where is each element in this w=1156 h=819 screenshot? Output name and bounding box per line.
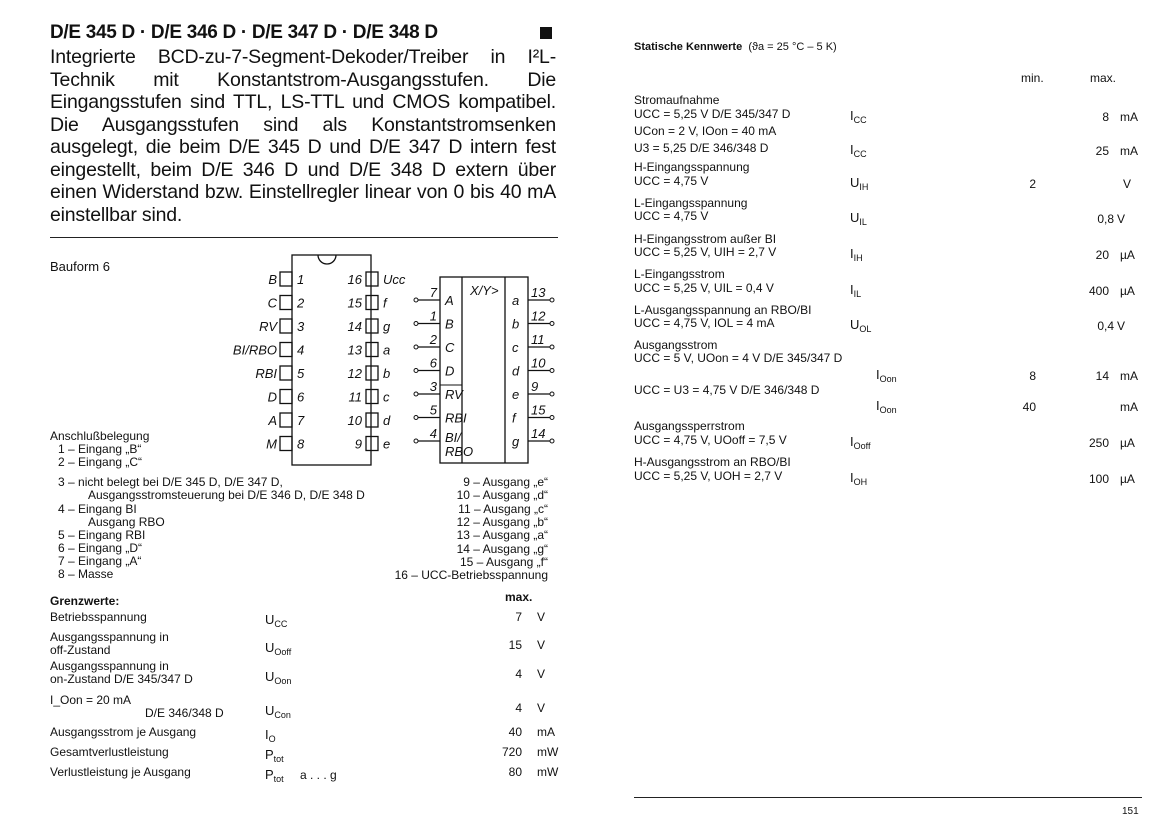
output-name: a <box>512 293 520 308</box>
input-name: RBI <box>445 410 467 426</box>
row-label: Stromaufnahme <box>634 93 720 107</box>
input-terminal-icon <box>414 298 418 302</box>
row-label: UCC = 4,75 V <box>634 174 709 188</box>
package-label: Bauform 6 <box>50 259 110 274</box>
symbol-main: P <box>265 767 274 782</box>
pinout-item: 4 – Eingang BI <box>58 502 137 516</box>
pin-number: 15 <box>347 295 362 311</box>
limit-label: Ausgangsspannung in <box>50 659 169 673</box>
symbol-subscript: tot <box>273 754 284 764</box>
pin-pad <box>280 366 292 380</box>
pin-name: C <box>267 295 277 311</box>
symbol-subscript: Oon <box>879 405 897 415</box>
limit-label: Verlustleistung je Ausgang <box>50 765 191 779</box>
pin-diagram <box>0 0 600 480</box>
pin-name: c <box>383 389 390 405</box>
row-label: H-Ausgangsstrom an RBO/BI <box>634 455 791 469</box>
pin-number: 16 <box>347 272 362 287</box>
limit-label: D/E 346/348 D <box>145 706 224 720</box>
input-pin-number: 7 <box>429 285 437 300</box>
pin-name: d <box>383 413 391 428</box>
symbol-subscript: IL <box>853 289 862 299</box>
row-unit: V <box>1123 177 1132 191</box>
limit-max: 4 <box>515 701 522 715</box>
limit-unit: V <box>537 610 546 624</box>
row-max: 250 <box>1088 436 1109 450</box>
limit-label: Gesamtverlustleistung <box>50 745 169 759</box>
pin-name: BI/RBO <box>232 342 277 358</box>
pin-number: 2 <box>297 295 305 311</box>
symbol-main: I <box>850 470 854 485</box>
input-pin-number: 4 <box>429 426 437 441</box>
row-unit: µA <box>1120 284 1135 298</box>
symbol-main: I <box>876 398 880 413</box>
output-pin-number: 14 <box>531 426 546 441</box>
output-terminal-icon <box>550 298 554 302</box>
output-terminal-icon <box>550 392 554 396</box>
symbol <box>850 435 870 451</box>
pin-number: 14 <box>347 319 362 334</box>
intro-paragraph: Integrierte BCD-zu-7-Segment-Dekoder/Treiber in I²L-Technik mit Konstantstrom-Ausgangsstufen. Die Eingangsstufen sind TTL, LS-TTL und CMOS kompatibel. Die Ausgangsstufen sind als Konstantstromsenken ausgelegt, die beim D/E 345 D und D/E 347 D intern fest eingestellt, beim D/E 346 D und D/E 348 D extern über einen Widerstand bzw. Einstellregler linear von 0 bis 40 mA einstellbar sind. <box>50 46 556 226</box>
symbol-main: P <box>265 747 274 762</box>
limit-max: 80 <box>508 765 522 779</box>
row-label: UCC = 4,75 V, UOoff = 7,5 V <box>634 433 787 447</box>
limit-symbol-extra: a . . . g <box>300 768 337 782</box>
limits-heading: Grenzwerte: <box>50 594 120 608</box>
pinout-item: 15 – Ausgang „f“ <box>459 554 548 569</box>
limit-label: on-Zustand D/E 345/347 D <box>50 672 193 686</box>
pin-pad <box>280 437 292 451</box>
pin-pad <box>280 296 292 310</box>
pinout-item: 14 – Ausgang „g“ <box>456 541 548 556</box>
input-pin-number: 2 <box>429 332 437 347</box>
input-name: BI/ <box>445 430 461 445</box>
symbol <box>265 728 276 744</box>
output-pin-number: 13 <box>531 285 546 300</box>
pinout-item: Ausgangsstromsteuerung bei D/E 346 D, D/E 348 D <box>88 488 365 502</box>
pin-name: B <box>268 272 277 287</box>
symbol-main: I <box>850 108 854 123</box>
pin-pad <box>280 390 292 404</box>
symbol-main: U <box>265 640 275 655</box>
row-label: L-Ausgangsspannung an RBO/BI <box>634 303 812 317</box>
limit-label: Ausgangsstrom je Ausgang <box>50 725 197 739</box>
output-terminal-icon <box>550 345 554 349</box>
symbol <box>876 399 897 415</box>
symbol <box>265 768 284 784</box>
pin-number: 11 <box>348 389 362 405</box>
input-pin-number: 3 <box>429 379 437 394</box>
limit-unit: mW <box>537 765 559 779</box>
output-pin-number: 9 <box>531 379 539 394</box>
page-number: 151 <box>1122 806 1139 817</box>
pinout-item: 1 – Eingang „B“ <box>58 442 142 456</box>
row-label: Ausgangsstrom <box>634 338 718 352</box>
heading-text: Statische Kennwerte <box>634 41 743 53</box>
logic-function: X/Y> <box>470 283 499 298</box>
row-unit: V <box>1117 212 1126 226</box>
row-min: 40 <box>1022 400 1036 414</box>
pin-pad <box>366 390 378 404</box>
row-label: Ausgangssperrstrom <box>634 419 745 433</box>
pin-number: 7 <box>297 413 305 428</box>
input-terminal-icon <box>414 369 418 373</box>
pinout-item: 8 – Masse <box>58 567 114 581</box>
static-values-heading <box>634 41 837 54</box>
pin-number: 1 <box>297 272 305 287</box>
row-label: UCC = 5,25 V, UOH = 2,7 V <box>634 469 783 483</box>
row-unit: mA <box>1120 110 1138 124</box>
limit-unit: mW <box>537 745 559 759</box>
symbol-main: I <box>850 434 854 449</box>
limit-max: 720 <box>501 745 522 759</box>
symbol-subscript: CC <box>274 619 288 629</box>
pin-name: b <box>383 366 391 381</box>
symbol-main: U <box>850 317 860 332</box>
symbol-main: U <box>265 703 275 718</box>
limit-max: 4 <box>515 667 522 681</box>
pinout-item: 9 – Ausgang „e“ <box>463 475 548 489</box>
symbol <box>876 368 897 384</box>
output-name: g <box>512 434 520 449</box>
pin-name: RBI <box>255 366 277 381</box>
row-max: 8 <box>1102 110 1109 124</box>
row-min: 2 <box>1029 177 1036 191</box>
input-terminal-icon <box>414 392 418 396</box>
symbol <box>850 211 867 227</box>
input-pin-number: 5 <box>429 402 437 418</box>
input-name: B <box>445 316 454 332</box>
output-name: f <box>512 410 516 426</box>
row-label: UCon = 2 V, IOon = 40 mA <box>634 124 777 138</box>
symbol <box>850 176 868 192</box>
col-min-header: min. <box>1021 71 1044 85</box>
symbol-main: U <box>265 669 275 684</box>
symbol-subscript: OL <box>859 324 872 334</box>
divider <box>634 797 1142 798</box>
row-label: UCC = 5,25 V, UIH = 2,7 V <box>634 245 777 259</box>
pinout-item: 7 – Eingang „A“ <box>58 554 142 568</box>
symbol-main: U <box>850 210 860 225</box>
row-label: UCC = 4,75 V <box>634 209 709 223</box>
output-terminal-icon <box>550 322 554 326</box>
row-label: U3 = 5,25 D/E 346/348 D <box>634 141 769 155</box>
symbol-subscript: CC <box>853 115 867 125</box>
pin-name: Ucc <box>383 272 406 287</box>
symbol-subscript: Oon <box>274 676 292 686</box>
limit-label: I_Oon = 20 mA <box>50 693 132 707</box>
pinout-item: 16 – UCC-Betriebsspannung <box>394 568 548 583</box>
row-max: 100 <box>1088 472 1109 486</box>
pin-number: 4 <box>297 342 305 358</box>
output-pin-number: 12 <box>531 308 546 324</box>
output-pin-number: 11 <box>531 332 545 347</box>
row-unit: µA <box>1120 248 1135 262</box>
ic-notch <box>318 255 336 264</box>
row-label: H-Eingangsspannung <box>634 160 750 174</box>
pinout-item: 10 – Ausgang „d“ <box>456 488 548 503</box>
pinout-item: Ausgang RBO <box>88 515 165 529</box>
input-terminal-icon <box>414 322 418 326</box>
symbol-subscript: O <box>268 734 276 744</box>
row-unit: V <box>1117 319 1126 333</box>
row-label: L-Eingangsspannung <box>634 196 748 210</box>
symbol <box>850 318 871 334</box>
symbol <box>850 283 861 299</box>
limits-max-header: max. <box>505 590 533 604</box>
input-name: C <box>445 340 455 355</box>
pin-name: A <box>268 413 277 428</box>
symbol <box>850 109 867 125</box>
heading-condition: (ϑa = 25 °C – 5 K) <box>748 41 837 53</box>
input-name: D <box>445 363 455 379</box>
symbol-subscript: Ooff <box>274 647 292 657</box>
row-label: H-Eingangsstrom außer BI <box>634 232 777 246</box>
pinout-item: 5 – Eingang RBI <box>58 528 146 542</box>
row-unit: mA <box>1120 400 1138 414</box>
input-name: RV <box>445 387 463 402</box>
pinout-item: 6 – Eingang „D“ <box>58 541 143 555</box>
pinout-item: 13 – Ausgang „a“ <box>456 528 548 543</box>
row-unit: µA <box>1120 472 1135 486</box>
output-name: c <box>512 340 519 355</box>
pin-number: 5 <box>297 366 305 381</box>
symbol-main: U <box>850 175 860 190</box>
pin-name: a <box>383 342 391 358</box>
pin-name: e <box>383 436 391 452</box>
limit-max: 15 <box>508 638 522 652</box>
input-terminal-icon <box>414 345 418 349</box>
row-label: UCC = U3 = 4,75 V D/E 346/348 D <box>634 383 820 397</box>
pin-number: 3 <box>297 319 305 334</box>
output-pin-number: 15 <box>531 402 546 418</box>
pin-number: 10 <box>347 413 362 428</box>
pin-name: M <box>266 436 277 452</box>
symbol-main: I <box>876 367 880 382</box>
row-max: 0,8 <box>1097 212 1114 226</box>
output-pin-number: 10 <box>531 355 546 371</box>
pin-number: 12 <box>347 366 362 381</box>
symbol <box>265 670 291 686</box>
input-name: RBO <box>445 444 474 459</box>
symbol-main: I <box>265 727 269 742</box>
output-terminal-icon <box>550 439 554 443</box>
pin-name: g <box>383 319 391 334</box>
row-min: 8 <box>1029 369 1036 383</box>
limit-unit: V <box>537 701 546 715</box>
row-unit: mA <box>1120 369 1138 383</box>
pinout-heading: Anschlußbelegung <box>50 429 150 443</box>
input-pin-number: 1 <box>429 308 437 324</box>
symbol <box>850 143 867 159</box>
pinout-item: 2 – Eingang „C“ <box>58 455 143 469</box>
symbol-subscript: Oon <box>879 374 897 384</box>
pinout-item: 3 – nicht belegt bei D/E 345 D, D/E 347 D, <box>58 475 283 489</box>
symbol-subscript: IL <box>859 217 867 227</box>
symbol-subscript: CC <box>853 149 867 159</box>
pin-pad <box>366 343 378 357</box>
row-max: 25 <box>1095 144 1109 158</box>
symbol-main: I <box>850 142 854 157</box>
limit-unit: V <box>537 667 546 681</box>
row-label: UCC = 5,25 V D/E 345/347 D <box>634 107 791 121</box>
limit-label: Betriebsspannung <box>50 610 147 624</box>
pin-pad <box>280 272 292 286</box>
pinout-item: 11 – Ausgang „c“ <box>458 501 548 516</box>
symbol <box>265 641 291 657</box>
symbol-subscript: IH <box>859 182 869 192</box>
symbol <box>265 748 284 764</box>
row-unit: mA <box>1120 144 1138 158</box>
output-terminal-icon <box>550 416 554 420</box>
output-name: d <box>512 363 520 379</box>
symbol-main: I <box>850 246 854 261</box>
pin-pad <box>280 343 292 357</box>
pin-pad <box>366 413 378 427</box>
symbol <box>850 247 863 263</box>
pin-number: 13 <box>347 342 362 358</box>
pin-pad <box>280 319 292 333</box>
pin-number: 8 <box>297 436 305 452</box>
pin-pad <box>366 319 378 333</box>
symbol-subscript: IH <box>853 253 863 263</box>
symbol-subscript: Con <box>274 710 291 720</box>
pin-name: D <box>267 389 277 405</box>
input-terminal-icon <box>414 439 418 443</box>
pin-pad <box>366 272 378 286</box>
row-max: 0,4 <box>1097 319 1114 333</box>
pin-number: 6 <box>297 389 305 405</box>
pin-pad <box>366 296 378 310</box>
row-label: UCC = 5 V, UOon = 4 V D/E 345/347 D <box>634 351 843 365</box>
row-max: 14 <box>1095 369 1109 383</box>
symbol-subscript: tot <box>273 774 284 784</box>
row-unit: µA <box>1120 436 1135 450</box>
page-title: D/E 345 D · D/E 346 D · D/E 347 D · D/E 348 D <box>50 22 438 43</box>
pin-pad <box>366 366 378 380</box>
limit-label: off-Zustand <box>50 643 111 657</box>
row-max: 20 <box>1095 248 1109 262</box>
pin-name: RV <box>259 319 277 334</box>
col-max-header: max. <box>1090 71 1117 85</box>
symbol <box>850 471 867 487</box>
pin-pad <box>280 413 292 427</box>
limit-max: 7 <box>515 610 522 624</box>
symbol <box>265 613 287 629</box>
limit-max: 40 <box>508 725 522 739</box>
pin-name: f <box>383 295 387 311</box>
pinout-item: 12 – Ausgang „b“ <box>456 514 548 529</box>
row-max: 400 <box>1088 284 1109 298</box>
limit-label: Ausgangsspannung in <box>50 630 169 644</box>
output-terminal-icon <box>550 369 554 373</box>
output-name: e <box>512 387 520 402</box>
pin-pad <box>366 437 378 451</box>
input-pin-number: 6 <box>429 355 437 371</box>
symbol <box>265 704 291 720</box>
symbol-subscript: OH <box>853 477 868 487</box>
row-label: L-Eingangsstrom <box>634 267 725 281</box>
limit-unit: V <box>537 638 546 652</box>
symbol-main: I <box>850 282 854 297</box>
row-label: UCC = 5,25 V, UIL = 0,4 V <box>634 281 774 295</box>
input-name: A <box>445 293 454 308</box>
output-name: b <box>512 316 520 332</box>
pin-number: 9 <box>354 436 362 452</box>
symbol-subscript: Ooff <box>853 441 871 451</box>
row-label: UCC = 4,75 V, IOL = 4 mA <box>634 316 775 330</box>
input-terminal-icon <box>414 416 418 420</box>
limit-unit: mA <box>537 725 555 739</box>
symbol-main: U <box>265 612 275 627</box>
